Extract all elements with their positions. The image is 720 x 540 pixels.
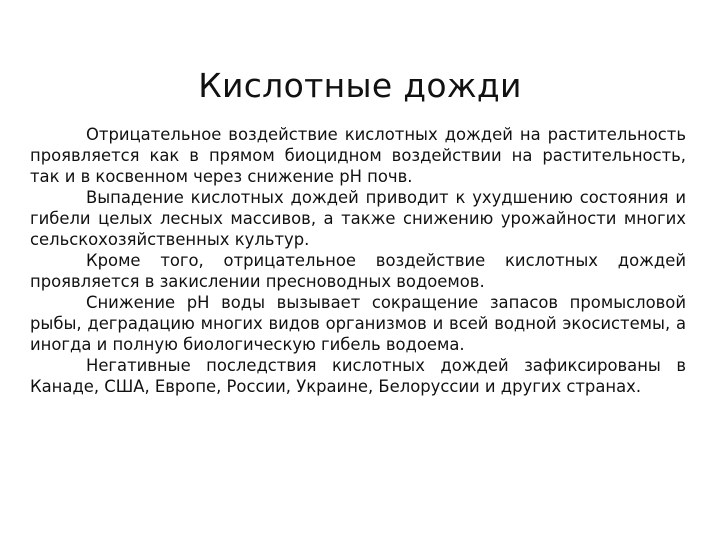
body-paragraph-1: Отрицательное воздействие кислотных дождей на растительность проявляется как в прямом биоцидном воздействии на растительность, так и в косвенном через снижение pH почв. (30, 125, 686, 186)
body-paragraph-4: Снижение pH воды вызывает сокращение запасов промысловой рыбы, деградацию многих видов организмов и всей водной экосистемы, а иногда и полную биологическую гибель водоема. (30, 293, 686, 354)
body-paragraph-5: Негативные последствия кислотных дождей зафиксированы в Канаде, США, Европе, России, Украине, Белоруссии и других странах. (30, 356, 686, 396)
body-paragraph-2: Выпадение кислотных дождей приводит к ухудшению состояния и гибели целых лесных массивов, а также снижению урожайности многих сельскохозяйственных культур. (30, 188, 686, 249)
slide-body (30, 124, 686, 397)
slide-title: Кислотные дожди (198, 66, 522, 106)
body-paragraph-3: Кроме того, отрицательное воздействие кислотных дождей проявляется в закислении пресноводных водоемов. (30, 251, 686, 291)
